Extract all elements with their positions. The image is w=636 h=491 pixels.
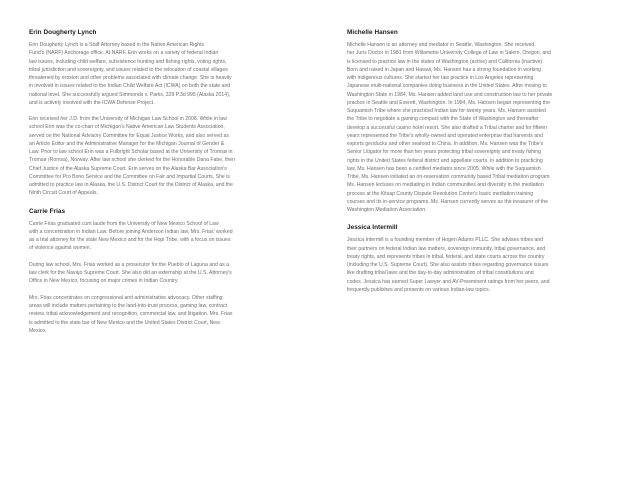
bio-jessica-intermill: [347, 224, 617, 294]
text-line: practice in Seattle and Everett, Washington. In 1994, Ms. Hansen began representing the: [347, 99, 550, 106]
text-line: treaty rights, and represents tribes in tribal, federal, and state courts across the country: [347, 253, 545, 260]
text-line: is admitted to the state bar of New Mexico and the United States District Court, New: [29, 319, 220, 326]
bio-michelle-hansen: [347, 29, 617, 214]
bio-paragraph: [29, 220, 299, 253]
text-line: threatened by erosion and other problems associated with climate change. She is heavily: [29, 75, 232, 81]
text-line: rights in the United States federal district and appellate courts. In addition to practicing: [347, 157, 543, 164]
text-line: law issues, including child welfare, subsistence hunting and fishing rights, voting rights,: [29, 58, 227, 65]
text-line: develop a successful casino hotel resort. She also drafted a Tribal charter and for fifteen: [347, 124, 548, 131]
text-line: Ms. Hansen lectures on mediating in Indian communities and diversity in the mediation: [347, 182, 544, 189]
text-line: Carrie Frias graduated cum laude from the University of New Mexico School of Law: [29, 220, 219, 227]
text-line: an Article Editor and the Administrative Manager for the Michigan Journal of Gender &: [29, 140, 225, 147]
text-line: Suquamish Tribe where she practiced Indian law for twenty years. Ms. Hansen assisted: [347, 108, 546, 114]
text-line: the Tribe to negotiate a gaming compact with the State of Washington and thereafter: [347, 116, 539, 123]
text-line: her Juris Doctor in 1981 from Willamette University College of Law in Salem, Oregon, and: [347, 50, 551, 57]
text-line: Tribe, Ms. Hansen initiated an on-reservation community based Tribal mediation program.: [347, 174, 551, 180]
bio-name: Erin Dougherty Lynch: [29, 29, 97, 36]
bio-paragraph: [347, 236, 617, 294]
text-line: admitted to practice law in Alaska, the U.S. District Court for the District of Alaska, and the: [29, 182, 233, 189]
bio-paragraph: [347, 41, 617, 214]
text-line: Washington Mediation Association.: [347, 207, 427, 213]
text-line: Office in New Mexico, focusing on major crimes in Indian Country.: [29, 278, 179, 285]
text-line: law clerk for the Navajo Supreme Court. She also did an externship at the U.S. Attorney's: [29, 270, 232, 277]
text-line: in involved in issues related to the Indian Child Welfare Act (ICWA) on both the state and: [29, 83, 231, 90]
bio-name: Michelle Hansen: [347, 29, 398, 36]
text-line: their partners on federal Indian law matters, sovereign immunity, tribal governance, and: [347, 245, 546, 252]
text-line: Jessica Intermill is a founding member of Hogen Adams PLLC. She advises tribes and: [347, 237, 544, 244]
text-line: Mexico.: [29, 327, 47, 334]
bio-paragraph: [29, 261, 299, 286]
text-line: is licensed to practice law in the states of Washington (active) and California (inactive).: [347, 58, 544, 65]
left-column: [29, 29, 299, 345]
text-line: Japanese multi-national companies doing business in the United States. After moving to: [347, 83, 547, 90]
text-line: Law. Prior to law school Erin was a Fulbright Scholar based at the University of Tromsø in: [29, 149, 233, 156]
text-line: tribal jurisdiction and sovereignty, and issues related to the relocation of coastal villages: [29, 66, 228, 73]
text-line: During law school, Mrs. Frias worked as a prosecutor for the Pueblo of Laguna and as a: [29, 261, 230, 268]
text-line: law, Ms. Hansen has been a certified mediator since 2005. While with the Suquamish: [347, 165, 541, 172]
text-line: Mrs. Frias concentrates on congressional and administrative advocacy. Other staffing: [29, 294, 223, 301]
bio-paragraph: [29, 41, 299, 107]
bio-carrie-frias: [29, 208, 299, 335]
text-line: Washington State in 1984, Ms. Hansen added land use and construction law to her private: [347, 91, 553, 98]
text-line: of violence against women.: [29, 245, 92, 252]
text-line: served on the National Advisory Committee for Equal Justice Works, and also served as: [29, 132, 229, 139]
text-line: years represented the Tribe's wholly-owned and operated enterprise that harvests and: [347, 132, 543, 139]
bio-erin-dougherty-lynch: [29, 29, 299, 198]
bio-name: Jessica Intermill: [347, 224, 398, 232]
text-line: school Erin was the co-chair of Michigan's Native American Law Students Association,: [29, 124, 225, 131]
text-line: Born and raised in Japan and Hawaii, Ms. Hansen has a strong foundation in working: [347, 66, 542, 73]
text-line: Committee for Pro Bono Service and the Committee on Fair and Impartial Courts. She is: [29, 173, 230, 180]
bio-name: Carrie Frias: [29, 207, 66, 215]
text-line: with indigenous cultures. She started her law practice in Los Angeles representing: [347, 75, 534, 81]
text-line: with a concentration in Indian Law. Before joining Anderson Indian law, Mrs. Frias' worked: [29, 228, 233, 235]
right-column: [347, 29, 617, 304]
bio-paragraph: [29, 115, 299, 198]
text-line: exports geoducks and other seafood to China. In addition, Ms. Hansen was the Tribe's: [347, 141, 544, 147]
text-line: courses and its in-service programs. Ms. Hansen currently serves as the treasurer of the: [347, 198, 548, 205]
text-line: review, tribal acknowledgement and recognition, commercial law, and litigation. Mrs. Frias: [29, 311, 233, 318]
text-line: Fund's (NARF) Anchorage office. At NARF, Erin works on a variety of federal Indian: [29, 50, 219, 57]
bio-paragraph: [29, 294, 299, 335]
text-line: process at the Kitsap County Dispute Resolution Center's basic mediation training: [347, 190, 534, 197]
text-line: Ninth Circuit Court of Appeals.: [29, 190, 98, 197]
text-line: Tromsø (Romsa), Norway. After law school she clerked for the Honorable Dana Fabe, then: [29, 157, 235, 164]
text-line: areas will include matters pertaining to the land-into-trust process, gaming law, contract: [29, 303, 228, 310]
text-line: as a trial attorney for the state New Mexico and for the Hopi Tribe, with a focus on issues: [29, 237, 231, 244]
text-line: national level. She successfully argued Simmonds v. Parks, 329 P.3d 995 (Alaska 2014),: [29, 91, 231, 98]
text-line: frequently publishes and presents on various Indian-law topics.: [347, 286, 491, 293]
text-line: Senior Litigator for more than ten years protecting tribal sovereignty and treaty fishing: [347, 149, 542, 156]
text-line: Erin Dougherty Lynch is a Staff Attorney based in the Native American Rights: [29, 42, 205, 48]
text-line: (including the U.S. Supreme Court). She also assists tribes regarding governance issues: [347, 262, 549, 268]
text-line: codes. Jessica has earned Super Lawyer and AV-Preeminent ratings from her peers, and: [347, 278, 550, 285]
text-line: and is actively involved with the ICWA Defense Project.: [29, 99, 155, 106]
text-line: like drafting tribal laws and the day-to-day administration of tribal constitutions and: [347, 270, 534, 277]
text-line: Erin received her J.D. from the University of Michigan Law School in 2008. While in law: [29, 116, 227, 123]
text-line: Michelle Hansen is an attorney and mediator in Seattle, Washington. She received: [347, 42, 535, 48]
text-line: Chief Justice of the Alaska Supreme Court. Erin serves on the Alaska Bar Association's: [29, 165, 227, 172]
